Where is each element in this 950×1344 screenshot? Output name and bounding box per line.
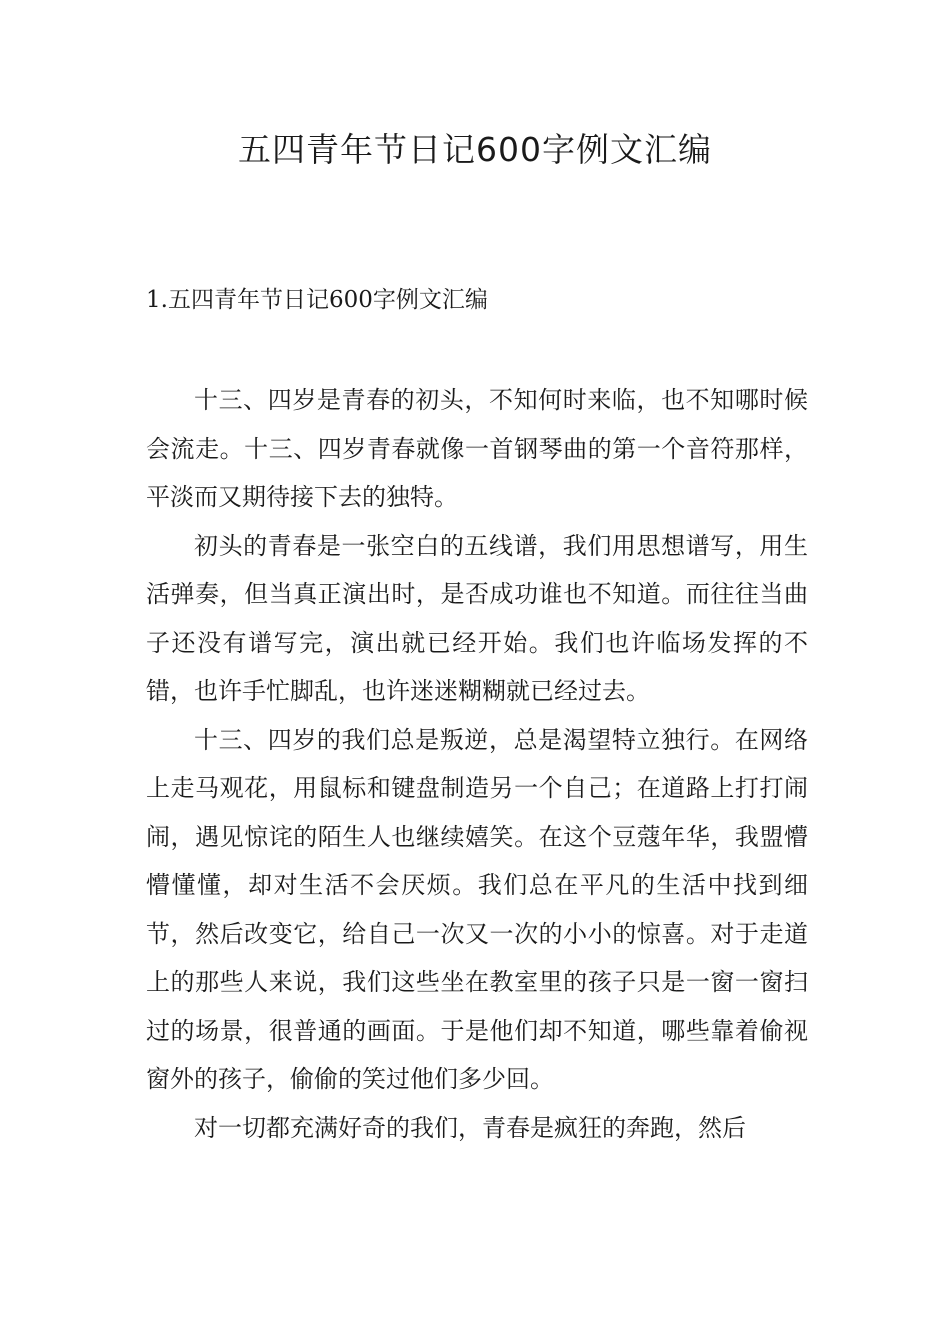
paragraph: 对一切都充满好奇的我们，青春是疯狂的奔跑，然后: [194, 1113, 746, 1142]
section-heading: 1.五四青年节日记600字例文汇编: [146, 287, 488, 313]
paragraph: 十三、四岁是青春的初头，不知何时来临，也不知哪时候会流走。十三、四岁青春就像一首钢琴曲的第一个音符那样，平淡而又期待接下去的独特。: [146, 386, 808, 511]
body-text: [146, 376, 808, 1152]
document-title: 五四青年节日记600字例文汇编: [238, 130, 712, 169]
paragraph: 初头的青春是一张空白的五线谱，我们用思想谱写，用生活弹奏，但当真正演出时，是否成功谁也不知道。而往往当曲子还没有谱写完，演出就已经开始。我们也许临场发挥的不错，也许手忙脚乱，也许迷迷糊糊就已经过去。: [146, 531, 808, 705]
paragraph: 十三、四岁的我们总是叛逆，总是渴望特立独行。在网络上走马观花，用鼠标和键盘制造另一个自己；在道路上打打闹闹，遇见惊诧的陌生人也继续嬉笑。在这个豆蔻年华，我盟懵懵懂懂，却对生活不会厌烦。我们总在平凡的生活中找到细节，然后改变它，给自己一次又一次的小小的惊喜。对于走道上的那些人来说，我们这些坐在教室里的孩子只是一窗一窗扫过的场景，很普通的画面。于是他们却不知道，哪些靠着偷视窗外的孩子，偷偷的笑过他们多少回。: [146, 725, 808, 1093]
